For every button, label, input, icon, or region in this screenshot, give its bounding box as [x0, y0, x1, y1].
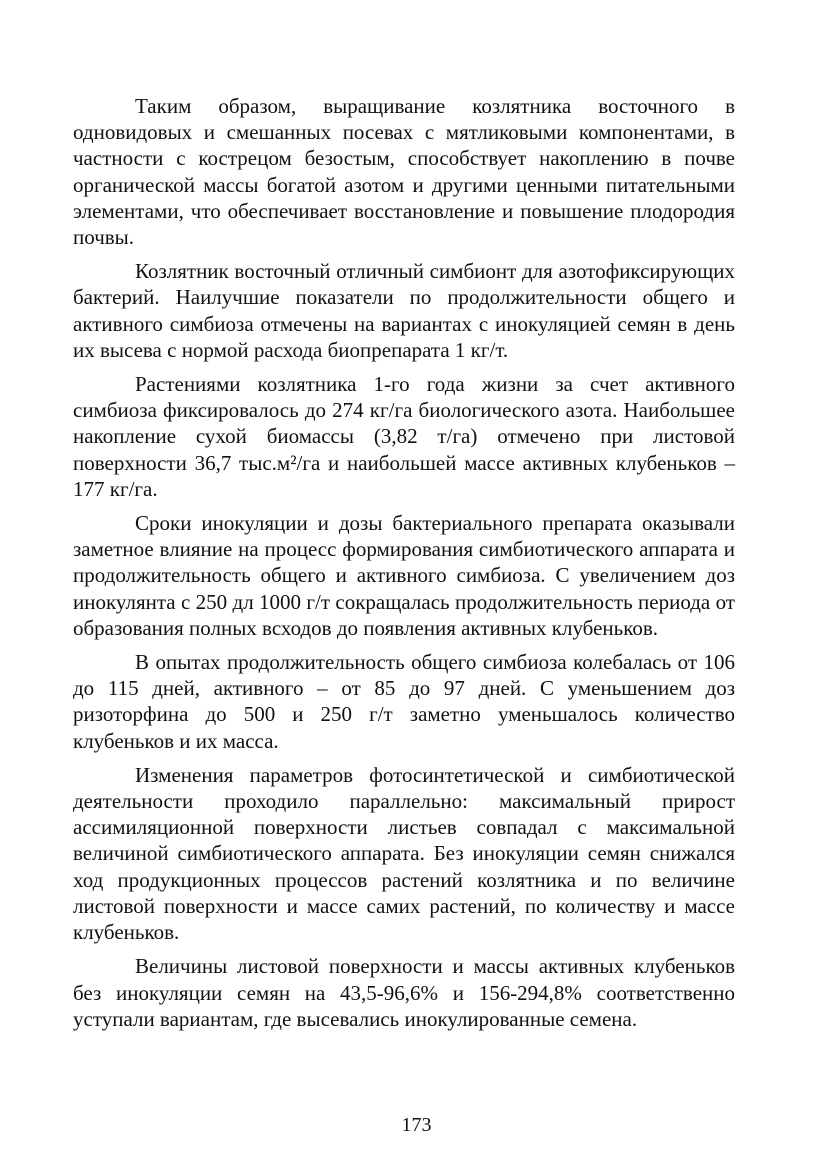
page-number: 173	[401, 1114, 432, 1136]
paragraph-1: Таким образом, выращивание козлятника восточного в одновидовых и смешанных посевах с мятликовыми компонентами, в частности с кострецом безостым, способствует накоплению в почве органической массы богатой азотом и другими ценными питательными элементами, что обеспечивает восстановление и повышение плодородия почвы.	[73, 94, 735, 250]
paragraph-2: Козлятник восточный отличный симбионт для азотофиксирующих бактерий. Наилучшие показатели по продолжительности общего и активного симбиоза отмечены на вариантах с инокуляцией семян в день их высева с нормой расхода биопрепарата 1 кг/т.	[73, 259, 735, 362]
paragraph-4: Сроки инокуляции и дозы бактериального препарата оказывали заметное влияние на процесс формирования симбиотического аппарата и продолжительность общего и активного симбиоза. С увеличением доз инокулянта с 250 дл 1000 г/т сокращалась продолжительность периода от образования полных всходов до появления активных клубеньков.	[73, 511, 735, 640]
page-body	[73, 93, 735, 1040]
paragraph-6: Изменения параметров фотосинтетической и симбиотической деятельности проходило параллельно: максимальный прирост ассимиляционной поверхности листьев совпадал с максимальной величиной симбиотического аппарата. Без инокуляции семян снижался ход продукционных процессов растений козлятника и по величине листовой поверхности и массе самих растений, по количеству и массе клубеньков.	[73, 762, 735, 945]
paragraph-5: В опытах продолжительность общего симбиоза колебалась от 106 до 115 дней, активного – от 85 до 97 дней. С уменьшением доз ризоторфина до 500 и 250 г/т заметно уменьшалось количество клубеньков и их масса.	[73, 650, 735, 753]
paragraph-3: Растениями козлятника 1-го года жизни за счет активного симбиоза фиксировалось до 274 кг/га биологического азота. Наибольшее накопление сухой биомассы (3,82 т/га) отмечено при листовой поверхности 36,7 тыс.м²/га и наибольшей массе активных клубеньков – 177 кг/га.	[73, 372, 735, 501]
paragraph-7: Величины листовой поверхности и массы активных клубеньков без инокуляции семян на 43,5-96,6% и 156-294,8% соответственно уступали вариантам, где высевались инокулированные семена.	[73, 954, 735, 1031]
